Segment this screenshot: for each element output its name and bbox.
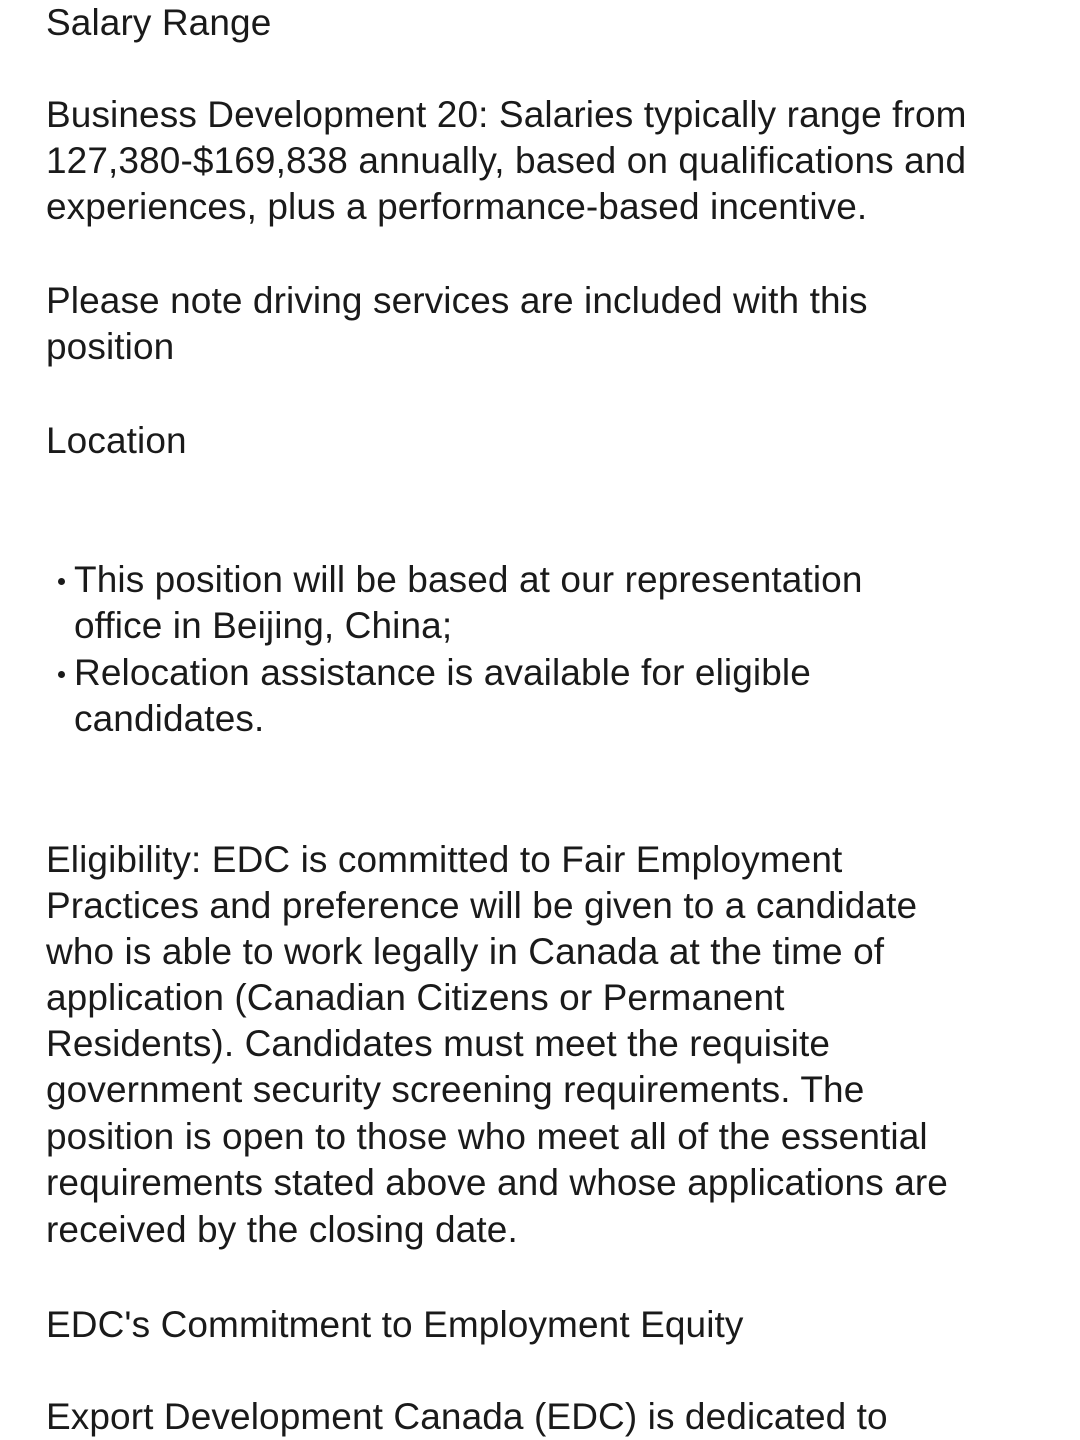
- driving-note-line-1: Please note driving services are included with this: [46, 280, 868, 321]
- location-bullet-1-line-2: office in Beijing, China;: [74, 605, 453, 646]
- bullet-dot-icon: [58, 671, 65, 678]
- eligibility-line-9: received by the closing date.: [46, 1209, 518, 1250]
- salary-text-line-2: 127,380-$169,838 annually, based on qualifications and: [46, 140, 967, 181]
- bullet-dot-icon: [58, 578, 65, 585]
- eligibility-line-8: requirements stated above and whose applications are: [46, 1162, 948, 1203]
- eligibility-line-7: position is open to those who meet all of the essential: [46, 1116, 928, 1157]
- location-bullet-2-line-1: Relocation assistance is available for eligible: [74, 652, 811, 693]
- eligibility-line-4: application (Canadian Citizens or Permanent: [46, 977, 785, 1018]
- location-heading: Location: [46, 420, 187, 461]
- eligibility-line-5: Residents). Candidates must meet the requisite: [46, 1023, 831, 1064]
- eligibility-line-1: Eligibility: EDC is committed to Fair Employment: [46, 839, 843, 880]
- eligibility-line-2: Practices and preference will be given to a candidate: [46, 885, 918, 926]
- salary-text-line-1: Business Development 20: Salaries typically range from: [46, 94, 967, 135]
- location-bullet-1-line-1: This position will be based at our representation: [74, 559, 863, 600]
- eligibility-line-3: who is able to work legally in Canada at the time of: [46, 931, 885, 972]
- eligibility-line-6: government security screening requirements. The: [46, 1069, 865, 1110]
- driving-note-line-2: position: [46, 326, 175, 367]
- employment-equity-heading: EDC's Commitment to Employment Equity: [46, 1304, 744, 1345]
- location-bullet-2-line-2: candidates.: [74, 698, 265, 739]
- salary-range-heading: Salary Range: [46, 2, 272, 43]
- salary-text-line-3: experiences, plus a performance-based incentive.: [46, 186, 868, 227]
- employment-equity-text-line-1: Export Development Canada (EDC) is dedicated to: [46, 1396, 888, 1437]
